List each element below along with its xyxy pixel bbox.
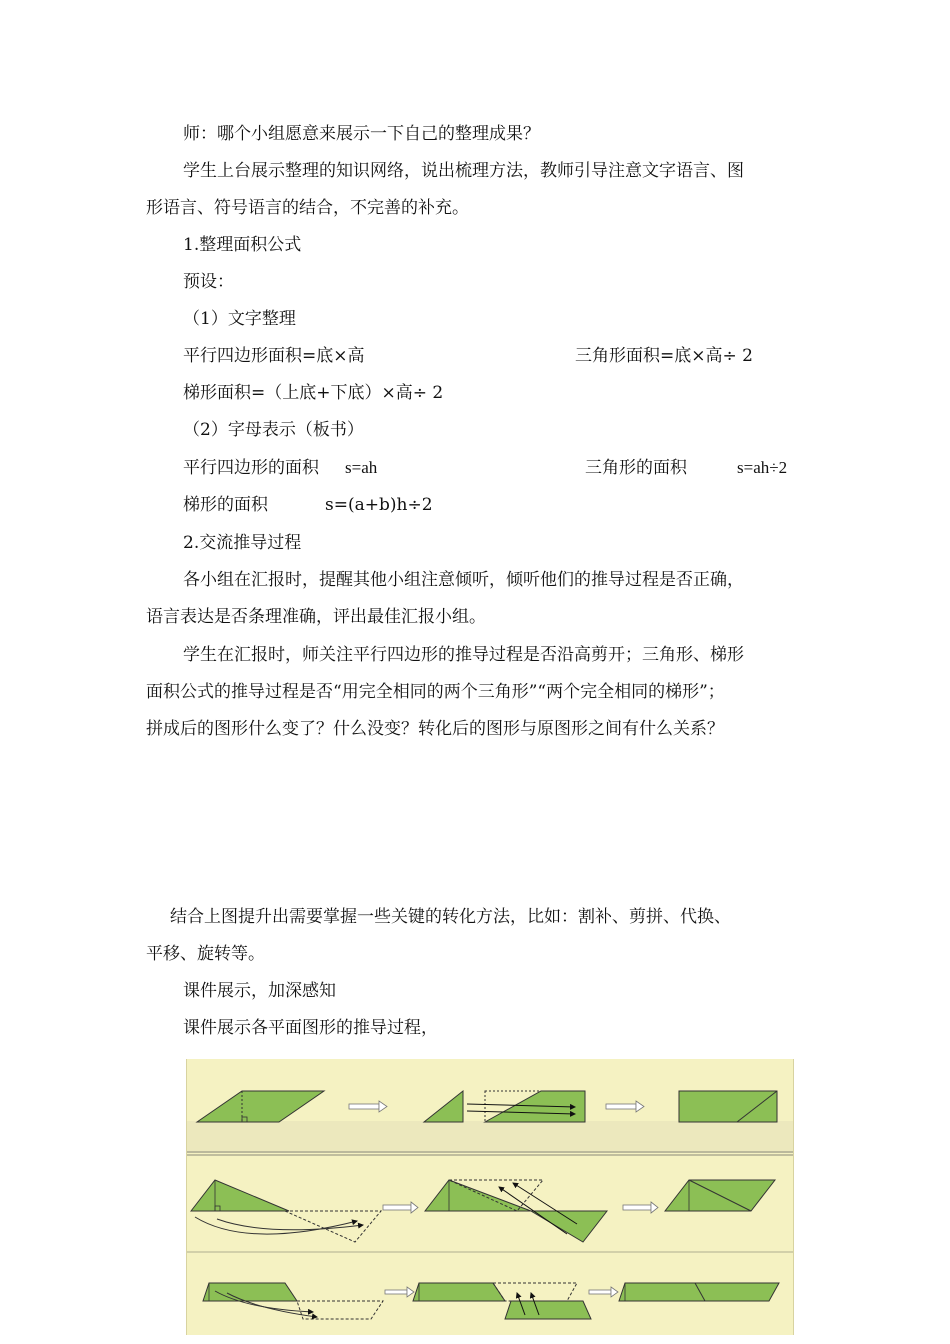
preset-label: 预设：	[183, 272, 234, 292]
derivation-diagram	[187, 1059, 793, 1335]
formula-parallelogram-label: 平行四边形的面积	[183, 458, 319, 478]
formula-trapezoid-label: 梯形的面积	[183, 495, 268, 515]
formula-triangle-label: 三角形的面积	[585, 458, 687, 478]
arrow-right-icon	[589, 1287, 618, 1297]
arrow-right-icon	[349, 1101, 387, 1112]
paragraph-line: 课件展示各平面图形的推导过程，	[183, 1018, 438, 1038]
paragraph-line: 课件展示，加深感知	[183, 981, 336, 1001]
formula-parallelogram-text: 平行四边形面积=底×高	[183, 346, 365, 366]
paragraph-line: 语言表达是否条理准确，评出最佳汇报小组。	[146, 607, 486, 627]
paragraph-line: 形语言、符号语言的结合，不完善的补充。	[146, 198, 469, 218]
paragraph-line: 学生在汇报时，师关注平行四边形的推导过程是否沿高剪开；三角形、梯形	[183, 645, 744, 665]
derivation-figure	[186, 1059, 794, 1335]
formula-trapezoid-symbol: s=(a+b)h÷2	[325, 495, 433, 515]
paragraph-line: 各小组在汇报时，提醒其他小组注意倾听，倾听他们的推导过程是否正确，	[183, 570, 744, 590]
paragraph-line: 拼成后的图形什么变了？什么没变？转化后的图形与原图形之间有什么关系？	[146, 719, 724, 739]
trapezoid-row	[203, 1283, 779, 1319]
triangle-row	[191, 1180, 775, 1242]
parallelogram-row	[197, 1091, 777, 1122]
arrow-right-icon	[383, 1202, 418, 1213]
formula-triangle-symbol: s=ah÷2	[737, 458, 788, 477]
arrow-right-icon	[606, 1101, 644, 1112]
formula-trapezoid-text: 梯形面积=（上底+下底）×高÷ 2	[183, 383, 444, 403]
formula-parallelogram-symbol: s=ah	[345, 458, 378, 477]
teacher-question: 师：哪个小组愿意来展示一下自己的整理成果？	[183, 124, 540, 144]
paragraph-line: 结合上图提升出需要掌握一些关键的转化方法，比如：割补、剪拼、代换、	[170, 907, 731, 927]
arrow-right-icon	[623, 1202, 658, 1213]
sub-heading: （1）文字整理	[183, 309, 296, 329]
paragraph-line: 学生上台展示整理的知识网络，说出梳理方法，教师引导注意文字语言、图	[183, 161, 744, 181]
section-heading: 2.交流推导过程	[183, 533, 302, 553]
arrow-right-icon	[385, 1287, 414, 1297]
sub-heading: （2）字母表示（板书）	[183, 420, 364, 440]
paragraph-line: 平移、旋转等。	[146, 944, 265, 964]
section-heading: 1.整理面积公式	[183, 235, 302, 255]
paragraph-line: 面积公式的推导过程是否“用完全相同的两个三角形”“两个完全相同的梯形”；	[146, 682, 725, 702]
formula-triangle-text: 三角形面积=底×高÷ 2	[575, 346, 753, 366]
